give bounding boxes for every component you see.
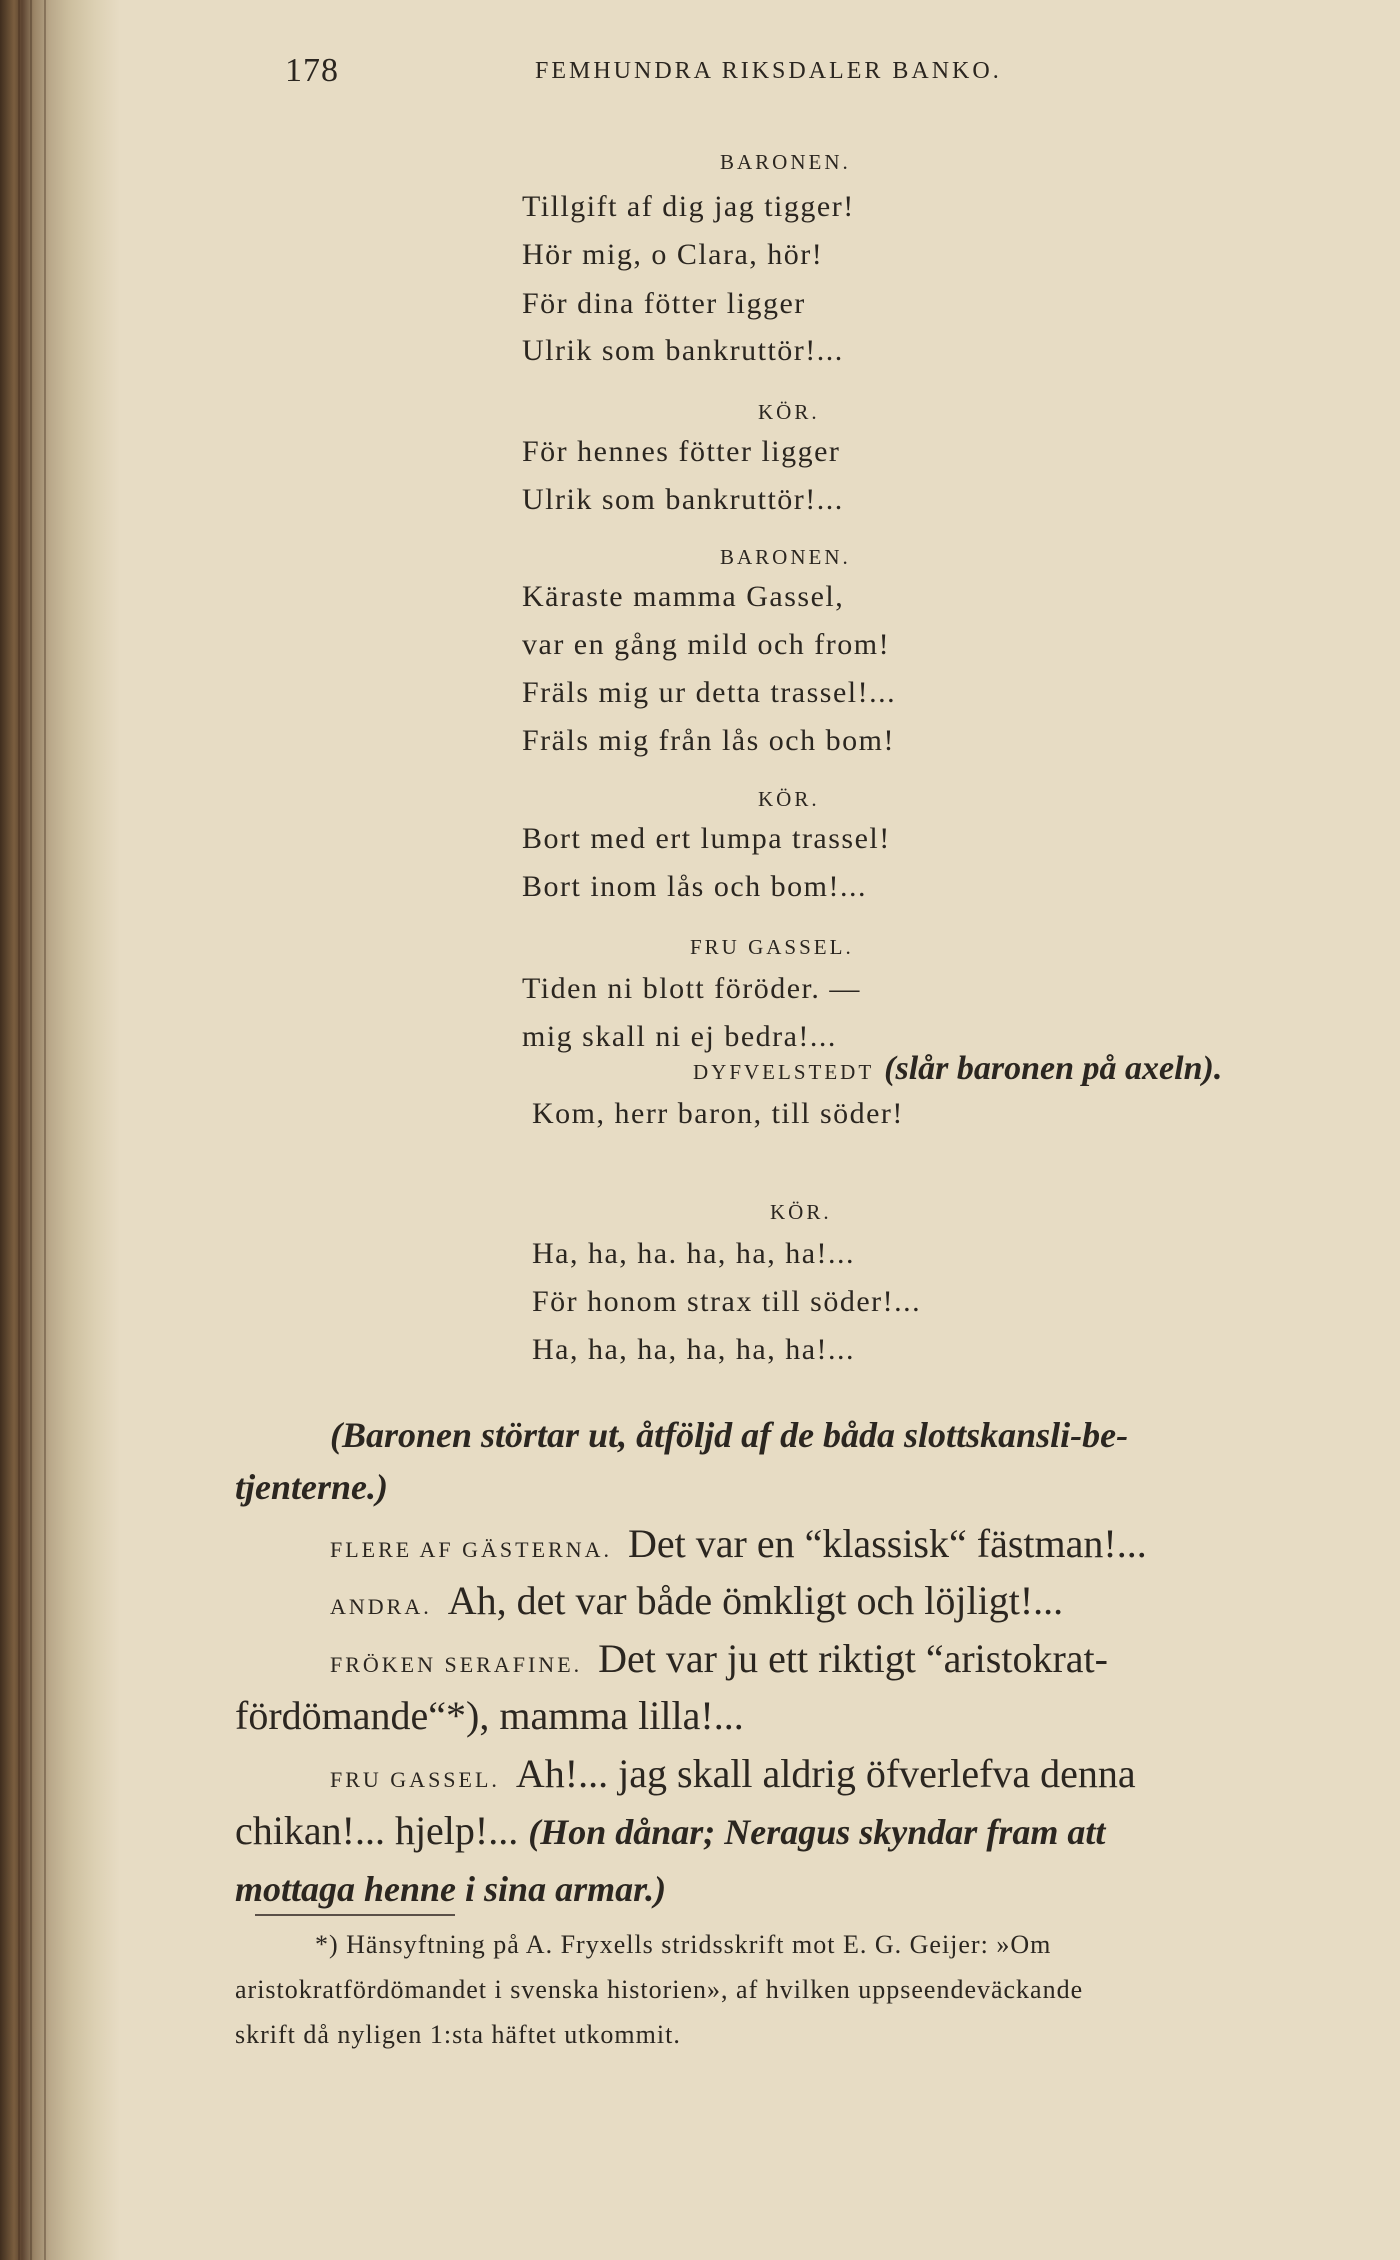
footnote-line: aristokratfördömandet i svenska historien», af hvilken uppseendeväckande bbox=[235, 1975, 1084, 2004]
speaker: ANDRA. bbox=[330, 1594, 432, 1619]
verse-line: Fräls mig från lås och bom! bbox=[522, 724, 895, 757]
speaker: FRU GASSEL. bbox=[330, 1767, 500, 1792]
verse-line: Tiden ni blott föröder. — bbox=[522, 972, 861, 1005]
stage-direction: (slår baronen på axeln). bbox=[884, 1050, 1223, 1087]
speaker: FLERE AF GÄSTERNA. bbox=[330, 1537, 612, 1562]
verse-line: Ha, ha, ha. ha, ha, ha!... bbox=[532, 1237, 856, 1270]
stage-direction: mottaga henne i sina armar.) bbox=[235, 1869, 667, 1909]
page-number: 178 bbox=[285, 52, 339, 89]
speaker-baronen-2: BARONEN. bbox=[720, 545, 851, 569]
verse-line: Kom, herr baron, till söder! bbox=[532, 1097, 904, 1130]
verse-line: För dina fötter ligger bbox=[522, 287, 806, 320]
verse-line: var en gång mild och from! bbox=[522, 628, 891, 661]
verse-line: Hör mig, o Clara, hör! bbox=[522, 238, 824, 271]
footnote-line: *) Hänsyftning på A. Fryxells stridsskrift mot E. G. Geijer: »Om bbox=[315, 1930, 1052, 1959]
stage-direction: (Hon dånar; Neragus skyndar fram att bbox=[528, 1812, 1106, 1852]
dialogue-line: ANDRA. Ah, det var både ömkligt och löjligt!... bbox=[330, 1578, 1064, 1623]
verse-line: För honom strax till söder!... bbox=[532, 1285, 922, 1318]
verse-line: För hennes fötter ligger bbox=[522, 435, 841, 468]
dialogue-continuation: chikan!... hjelp!... (Hon dånar; Neragus skyndar fram att bbox=[235, 1808, 1106, 1853]
speaker: FRÖKEN SERAFINE. bbox=[330, 1652, 583, 1677]
footnote-rule bbox=[255, 1914, 455, 1916]
speaker-kor-3: KÖR. bbox=[770, 1200, 832, 1224]
dialogue-line: FRU GASSEL. Ah!... jag skall aldrig öfverlefva denna bbox=[330, 1751, 1136, 1796]
verse-line: Fräls mig ur detta trassel!... bbox=[522, 676, 897, 709]
speaker-dyfvelstedt: DYFVELSTEDT bbox=[693, 1060, 875, 1084]
dialogue-continuation: fördömande“*), mamma lilla!... bbox=[235, 1693, 744, 1738]
verse-line: Tillgift af dig jag tigger! bbox=[522, 190, 855, 223]
verse-line: Bort inom lås och bom!... bbox=[522, 870, 867, 903]
speaker-fru-gassel: FRU GASSEL. bbox=[690, 935, 854, 959]
verse-line: Ulrik som bankruttör!... bbox=[522, 334, 844, 367]
dialogue-line: FLERE AF GÄSTERNA. Det var en “klassisk“ fästman!... bbox=[330, 1521, 1147, 1566]
verse-line: Bort med ert lumpa trassel! bbox=[522, 822, 891, 855]
stage-direction: tjenterne.) bbox=[235, 1467, 388, 1507]
verse-line: Ulrik som bankruttör!... bbox=[522, 483, 844, 516]
verse-line: Käraste mamma Gassel, bbox=[522, 580, 845, 613]
speaker-kor-1: KÖR. bbox=[758, 400, 820, 424]
dialogue-line: FRÖKEN SERAFINE. Det var ju ett riktigt “aristokrat- bbox=[330, 1636, 1108, 1681]
stage-direction: (Baronen störtar ut, åtföljd af de båda slottskansli-be- bbox=[330, 1415, 1129, 1455]
verse-line: mig skall ni ej bedra!... bbox=[522, 1020, 837, 1053]
footnote-line: skrift då nyligen 1:sta häftet utkommit. bbox=[235, 2020, 681, 2049]
speaker-kor-2: KÖR. bbox=[758, 787, 820, 811]
running-title: FEMHUNDRA RIKSDALER BANKO. bbox=[535, 58, 1002, 84]
dyfvelstedt-heading bbox=[693, 1050, 1222, 1088]
verse-line: Ha, ha, ha, ha, ha, ha!... bbox=[532, 1333, 856, 1366]
speaker-baronen-1: BARONEN. bbox=[720, 150, 851, 174]
